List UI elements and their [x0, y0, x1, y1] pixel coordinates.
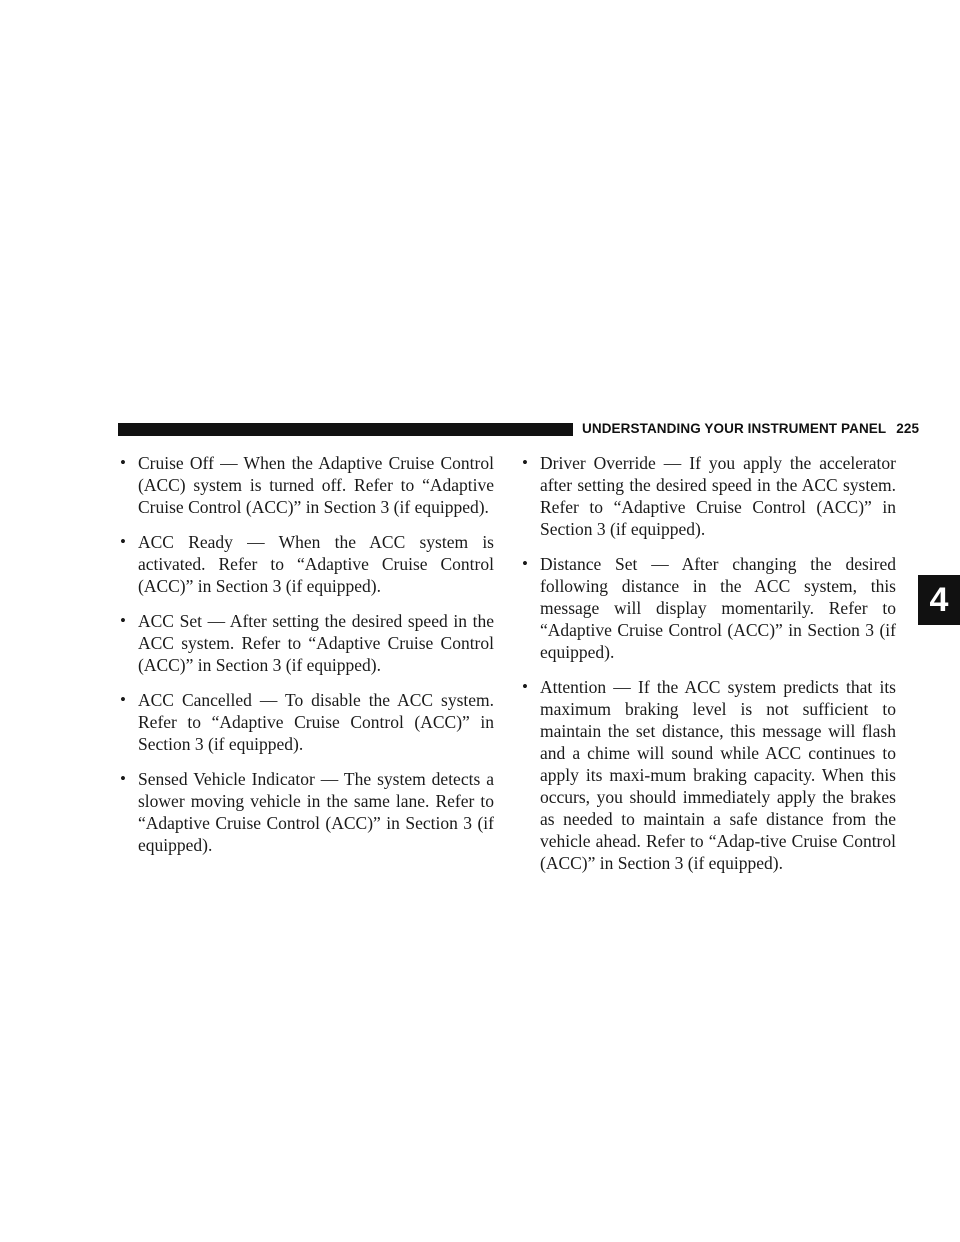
right-column-list: [522, 452, 896, 887]
list-item: • Distance Set — After changing the desired following distance in the ACC system, this message will display momentarily. Refer to “Adaptive Cruise Control (ACC)” in Section 3 (if equipped).: [522, 553, 896, 663]
list-item: • Attention — If the ACC system predicts that its maximum braking level is not sufficient to maintain the set distance, this message will flash and a chime will sound while ACC continues to apply its maxi-mum braking capacity. When this occurs, you should immediately apply the brakes as needed to maintain a safe distance from the vehicle ahead. Refer to “Adap-tive Cruise Control (ACC)” in Section 3 (if equipped).: [522, 676, 896, 874]
list-item: • Sensed Vehicle Indicator — The system detects a slower moving vehicle in the same lane. Refer to “Adaptive Cruise Control (ACC)” in Section 3 (if equipped).: [120, 768, 494, 856]
header-rule-bar: [118, 423, 573, 436]
list-item: • ACC Ready — When the ACC system is activated. Refer to “Adaptive Cruise Control (ACC)” in Section 3 (if equipped).: [120, 531, 494, 597]
list-item: • ACC Cancelled — To disable the ACC system. Refer to “Adaptive Cruise Control (ACC)” in Section 3 (if equipped).: [120, 689, 494, 755]
list-item: • Driver Override — If you apply the accelerator after setting the desired speed in the ACC system. Refer to “Adaptive Cruise Control (ACC)” in Section 3 (if equipped).: [522, 452, 896, 540]
section-tab: 4: [918, 575, 960, 625]
page-number: 225: [896, 421, 920, 436]
list-item: • ACC Set — After setting the desired speed in the ACC system. Refer to “Adaptive Cruise Control (ACC)” in Section 3 (if equipped).: [120, 610, 494, 676]
left-column-list: [120, 452, 494, 869]
list-item: • Cruise Off — When the Adaptive Cruise Control (ACC) system is turned off. Refer to “Adaptive Cruise Control (ACC)” in Section 3 (if equipped).: [120, 452, 494, 518]
running-header: [582, 421, 919, 436]
header-title: UNDERSTANDING YOUR INSTRUMENT PANEL: [582, 421, 887, 436]
